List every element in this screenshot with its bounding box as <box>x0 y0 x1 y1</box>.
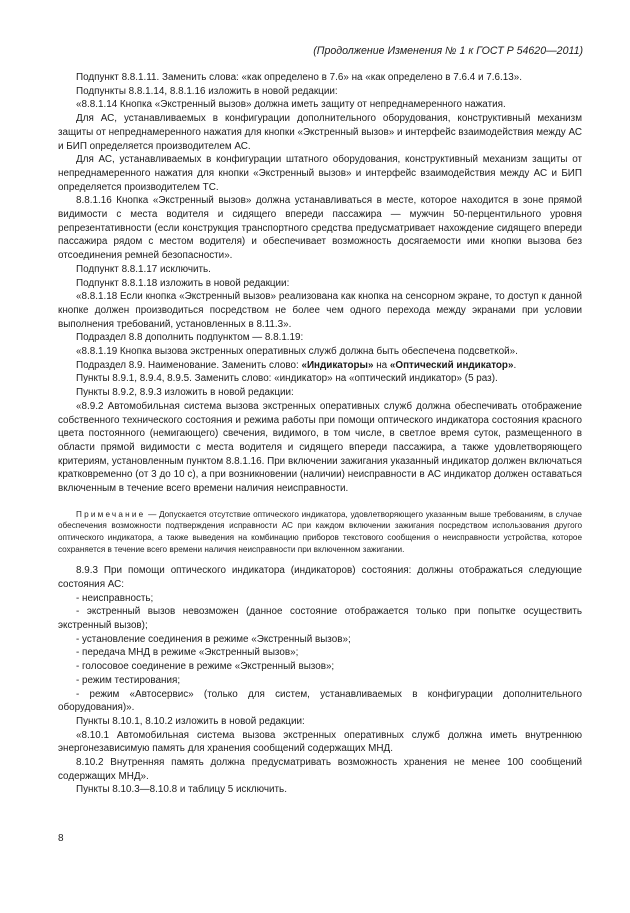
document-body <box>58 71 582 797</box>
paragraph: 8.9.3 При помощи оптического индикатора (индикаторов) состояния: должны отображаться следующие состояния АС: <box>58 565 582 590</box>
paragraph: Подпункты 8.8.1.14, 8.8.1.16 изложить в новой редакции: <box>76 85 338 97</box>
paragraph: Для АС, устанавливаемых в конфигурации дополнительного оборудования, конструктивный механизм защиты от непреднамеренного нажатия для кнопки «Экстренный вызов» и интерфейс взаимодействия между АС и БИП определяется производителем АС. <box>58 113 582 152</box>
paragraph: 8.8.1.16 Кнопка «Экстренный вызов» должна устанавливаться в месте, которое находится в зоне прямой видимости с места водителя и сидящего впереди пассажира — мужчин 50-перцентильного уровня репрезентативности (если конструкция транспортного средства предусматривает нахождение сидящего впереди пассажира рядом с местом водителя) и обеспечивает возможность досягаемости ими кнопки вызова без отсоединения ремней безопасности». <box>58 195 582 262</box>
page-number: 8 <box>58 833 64 844</box>
paragraph: «8.10.1 Автомобильная система вызова экстренных оперативных служб должна иметь внутреннюю энергонезависимую память для хранения сообщений содержащих МНД. <box>58 729 582 755</box>
paragraph: Пункты 8.10.3—8.10.8 и таблицу 5 исключить. <box>76 784 287 796</box>
list-item: - неисправность; <box>76 592 154 604</box>
paragraph: Пункты 8.9.2, 8.9.3 изложить в новой редакции: <box>76 387 294 399</box>
paragraph: 8.10.2 Внутренняя память должна предусматривать возможность хранения не менее 100 сообщений содержащих МНД». <box>58 757 582 782</box>
list-item: - установление соединения в режиме «Экстренный вызов»; <box>76 633 351 645</box>
paragraph: Подпункт 8.8.1.11. Заменить слова: «как определено в 7.6» на «как определено в 7.6.4 и 7.6.13». <box>76 72 522 83</box>
paragraph: Подпункт 8.8.1.17 исключить. <box>76 263 211 275</box>
paragraph-text: . <box>513 359 517 371</box>
paragraph: Пункты 8.10.1, 8.10.2 изложить в новой редакции: <box>76 715 305 727</box>
list-item: - режим «Автосервис» (только для систем, устанавливаемых в конфигурации дополнительного оборудования)». <box>58 688 582 714</box>
subsection-8-9-paragraph <box>58 359 582 373</box>
note <box>58 509 582 555</box>
list-item: - экстренный вызов невозможен (данное состояние отображается только при попытке осуществить экстренный вызов); <box>58 606 582 631</box>
bold-term-old: «Индикаторы» <box>301 359 374 371</box>
bold-term-new: «Оптический индикатор» <box>389 359 514 371</box>
paragraph-text: Подраздел 8.9. Наименование. Заменить слово: <box>76 359 302 371</box>
paragraph: «8.8.1.18 Если кнопка «Экстренный вызов» реализована как кнопка на сенсорном экране, то доступ к данной кнопке должен производиться посредством не более чем одного перехода между экранами при условии выполнения требований, установленных в 8.11.3». <box>58 291 582 330</box>
page-header: (Продолжение Изменения № 1 к ГОСТ Р 54620—2011) <box>313 45 583 57</box>
note-label: Примечание <box>76 509 146 519</box>
paragraph-text: на <box>373 359 390 371</box>
paragraph: «8.8.1.14 Кнопка «Экстренный вызов» должна иметь защиту от непреднамеренного нажатия. <box>76 99 506 111</box>
paragraph: Для АС, устанавливаемых в конфигурации штатного оборудования, конструктивный механизм защиты от непреднамеренного нажатия для кнопки «Экстренный вызов» и интерфейс взаимодействия между АС и БИП определяется производителем ТС. <box>58 154 582 193</box>
list-item: - передача МНД в режиме «Экстренный вызов»; <box>76 647 299 659</box>
paragraph: Подпункт 8.8.1.18 изложить в новой редакции: <box>76 277 290 289</box>
paragraph: «8.8.1.19 Кнопка вызова экстренных оперативных служб должна быть обеспечена подсветкой». <box>76 346 518 358</box>
paragraph: «8.9.2 Автомобильная система вызова экстренных оперативных служб должна обеспечивать отображение собственного технического состояния и режима работы при помощи оптического индикатора состояния красного цвета постоянного (немигающего) свечения, видимого, в том числе, в светлое время суток, размещенного в области прямой видимости с места водителя и сидящего впереди пассажира, а также удовлетворяющего критериям, установленным пунктом 8.8.1.16. При включении зажигания указанный индикатор должен включаться кратковременно (от 3 до 10 с), а при возникновении (наличии) неисправности в АС индикатор должен оставаться включенным в течение всего времени наличия неисправности. <box>58 400 582 495</box>
list-item: - голосовое соединение в режиме «Экстренный вызов»; <box>76 661 335 673</box>
paragraph: Подраздел 8.8 дополнить подпунктом — 8.8.1.19: <box>76 332 304 344</box>
list-item: - режим тестирования; <box>76 674 181 686</box>
paragraph: Пункты 8.9.1, 8.9.4, 8.9.5. Заменить слово: «индикатор» на «оптический индикатор» (5 раз). <box>76 373 498 385</box>
note-text: — Допускается отсутствие оптического индикатора, удовлетворяющего указанным выше требованиям, в случае обеспечения возможности подтверждения исправности АС при каждом включении зажигания посредством использования другого оптического индикатора, а также выведения на комбинацию приборов текстового сообщения о неисправности устройства, которое сохраняется в течение всего времени наличия неисправности при включенном зажигании. <box>58 509 582 554</box>
